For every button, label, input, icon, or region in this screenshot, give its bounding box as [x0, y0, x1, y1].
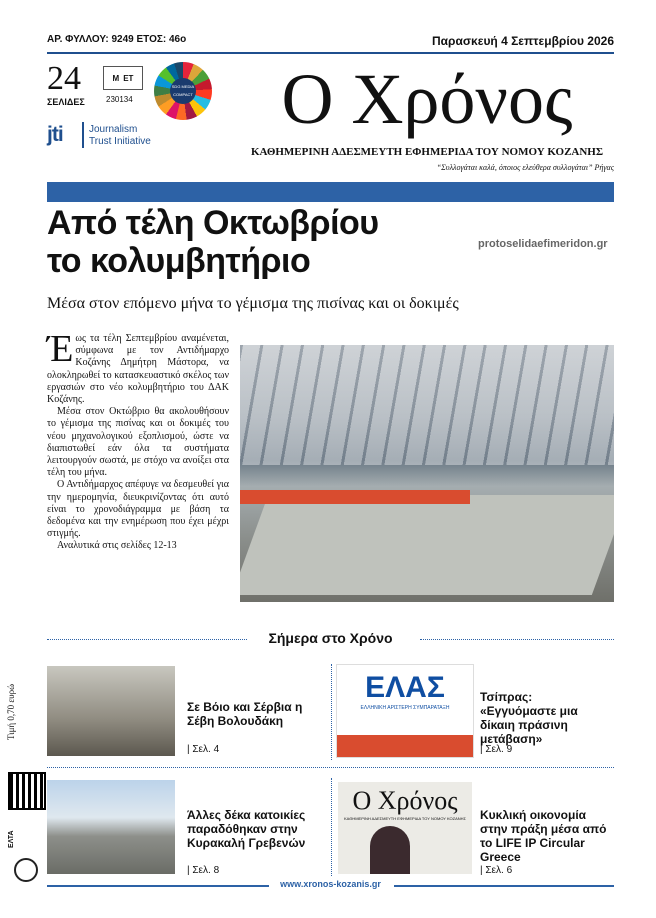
story-1-photo: [47, 666, 175, 756]
motto: “Συλλογάται καλά, όποιος ελεύθερα συλλογάται” Ρήγας: [436, 163, 614, 172]
story-2-page: | Σελ. 9: [480, 744, 513, 755]
elta-label: ΕΛΤΑ: [8, 830, 15, 848]
issue-number: ΑΡ. ΦΥΛΛΟΥ: 9249 ΕΤΟΣ: 46ο: [47, 34, 187, 45]
story-3-page: | Σελ. 8: [187, 865, 220, 876]
issue-date: Παρασκευή 4 Σεπτεμβρίου 2026: [432, 34, 614, 48]
story-1-page: | Σελ. 4: [187, 744, 220, 755]
source-watermark: protoselidaefimeridon.gr: [478, 238, 608, 250]
today-title: Σήμερα στο Χρόνο: [268, 630, 393, 646]
qr-code-icon: [8, 772, 46, 810]
page-count-label: ΣΕΛΙΔΕΣ: [47, 97, 85, 107]
dropcap: Έ: [47, 328, 74, 370]
story-divider-top: [331, 664, 332, 760]
header-bar: [47, 182, 614, 202]
story-3-title: Άλλες δέκα κατοικίες παραδόθηκαν στην Κυρακαλή Γρεβενών: [187, 808, 306, 850]
website-link[interactable]: www.xronos-kozanis.gr: [280, 879, 381, 889]
lead-photo-pool: [240, 345, 614, 602]
page-count: 24: [47, 60, 81, 97]
jti-label: Journalism Trust Initiative: [89, 124, 151, 147]
story-4-page: | Σελ. 6: [480, 865, 513, 876]
story-4-photo: Ο Χρόνος ΚΑΘΗΜΕΡΙΝΗ ΑΔΕΣΜΕΥΤΗ ΕΦΗΜΕΡΙΔΑ ΤΟΥ ΝΟΜΟΥ ΚΟΖΑΝΗΣ: [338, 782, 472, 874]
story-1-title: Σε Βόιο και Σέρβια η Σέβη Βολουδάκη: [187, 700, 303, 728]
story-4-title: Κυκλική οικονομία στην πράξη μέσα από το LIFE IP Circular Greece: [480, 808, 607, 864]
lead-deck: Μέσα στον επόμενο μήνα το γέμισμα της πισίνας και οι δοκιμές: [47, 295, 459, 312]
jti-logo: jti: [47, 123, 63, 146]
story-divider-bottom: [331, 778, 332, 876]
elta-stamp-icon: [14, 858, 38, 882]
lead-headline: Από τέλη Οκτωβρίου το κολυμβητήριο: [47, 204, 379, 280]
met-logo: Μ ΕΤ: [103, 66, 143, 90]
masthead-subtitle: ΚΑΘΗΜΕΡΙΝΗ ΑΔΕΣΜΕΥΤΗ ΕΦΗΜΕΡΙΔΑ ΤΟΥ ΝΟΜΟΥ ΚΟΖΑΝΗΣ: [250, 146, 604, 158]
story-2-photo: ΕΛΑΣ ΕΛΛΗΝΙΚΗ ΑΡΙΣΤΕΡΗ ΣΥΜΠΑΡΑΤΑΞΗ: [336, 664, 474, 758]
masthead: Ο Χρόνος: [281, 59, 573, 139]
story-3-photo: [47, 780, 175, 874]
sdg-logo-text: SDG MEDIA COMPACT: [170, 78, 196, 104]
story-divider-horizontal: [47, 767, 614, 768]
lead-article: Έως τα τέλη Σεπτεμβρίου αναμένεται, σύμφωνα με τον Αντιδήμαρχο Κοζάνης Δημήτρη Μάστορα, να ολοκληρωθεί το κατασκευαστικό σκέλος των εργασιών στο νέο κολυμβητήριο του ΔΑΚ Κοζάνης. Μέσα στον Οκτώβριο θα ακολουθήσουν το γέμισμα της πισίνας και οι δοκιμές του νέου μηχανολογικού εξοπλισμού, ώστε να διαπιστωθεί εάν όλα τα συστήματα λειτουργούν σωστά, με στόχο να ανοίξει στα τέλη του μήνα. Ο Αντιδήμαρχος απέφυγε να δεσμευθεί για την ημερομηνία, διευκρινίζοντας ότι αυτό είναι το χρονοδιάγραμμα με βάση τα δεδομένα και την ενημέρωση που έχει μέχρι στιγμής. Αναλυτικά στις σελίδες 12-13: [47, 328, 229, 552]
price-label: Τιμή 0,70 ευρώ: [6, 683, 16, 740]
met-number: 230134: [106, 95, 133, 104]
jti-divider: [82, 122, 84, 148]
story-2-title: Τσίπρας: «Εγγυόμαστε μια δίκαιη πράσινη μετάβαση»: [480, 690, 578, 746]
